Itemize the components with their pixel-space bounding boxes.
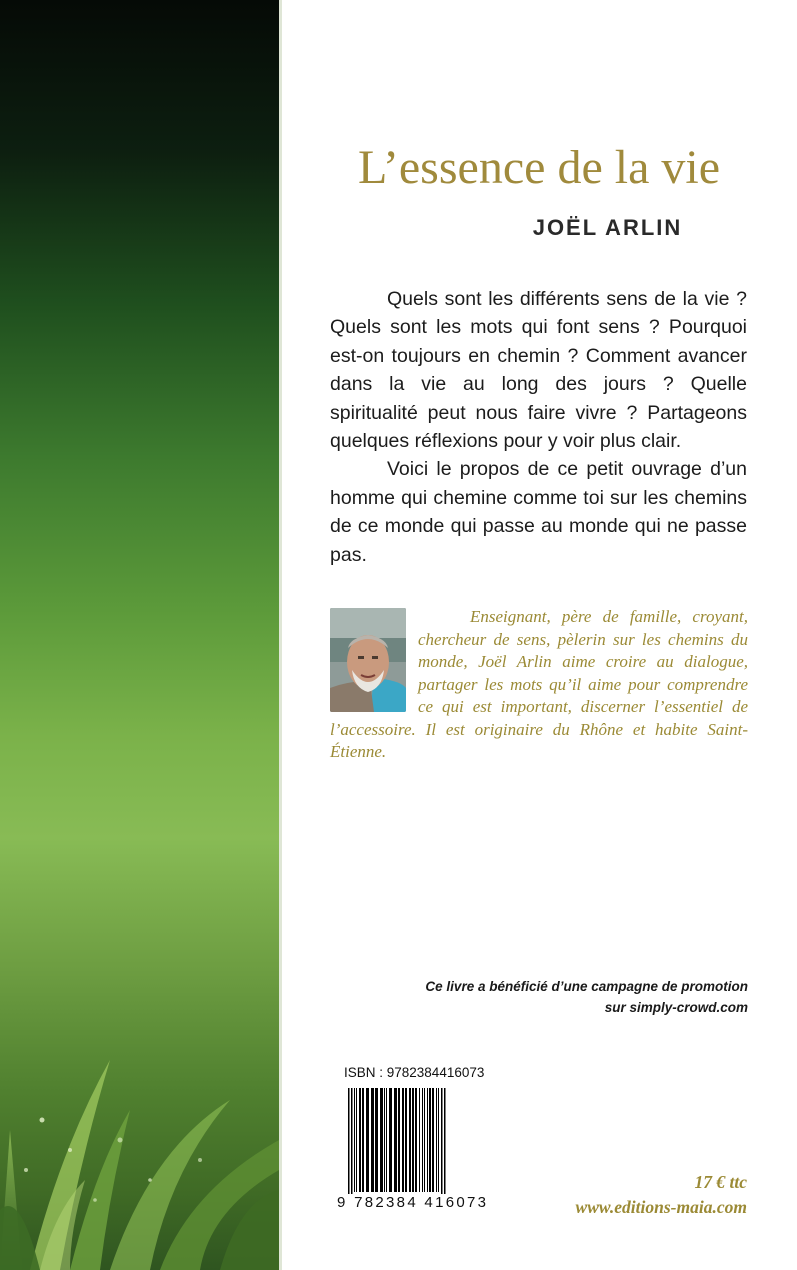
summary-paragraph-1: Quels sont les différents sens de la vie ? Quels sont les mots qui font sens ? Pourquoi est-on toujours en chemin ? Comment avancer dans la vie au long des jours ? Quelle spiritualité peut nous faire vivre ? Partageons quelques réflexions pour y voir plus clair. <box>330 288 747 453</box>
grass-illustration <box>0 910 279 1270</box>
barcode-bar <box>427 1088 428 1192</box>
barcode-bar <box>375 1088 378 1192</box>
barcode-bar <box>359 1088 361 1192</box>
barcode-bar <box>422 1088 423 1192</box>
barcode-bar <box>362 1088 364 1192</box>
spine-grass-image <box>0 0 279 1270</box>
barcode-bar <box>438 1088 439 1192</box>
author-photo <box>330 608 406 712</box>
barcode-bar <box>366 1088 369 1192</box>
barcode-bar <box>415 1088 417 1192</box>
barcode-guard-bar <box>351 1088 353 1200</box>
barcode-guard-bar <box>441 1088 443 1200</box>
book-price: 17 € ttc <box>694 1172 747 1192</box>
barcode-bar <box>354 1088 355 1192</box>
barcode-guard-bar <box>444 1088 446 1200</box>
barcode-bar <box>389 1088 392 1192</box>
barcode-guard-bar <box>348 1088 350 1200</box>
barcode-bar <box>371 1088 374 1192</box>
summary-paragraph-2: Voici le propos de ce petit ouvrage d’un homme qui chemine comme toi sur les chemins de ce monde qui passe au monde qui ne passe pas. <box>330 458 747 566</box>
barcode-bar <box>398 1088 400 1192</box>
barcode-bar <box>394 1088 397 1192</box>
book-author: JOËL ARLIN <box>532 215 683 240</box>
barcode-digits-text: 9 782384 416073 <box>337 1194 489 1211</box>
author-bio-section <box>330 606 748 764</box>
isbn-label: ISBN : 9782384416073 <box>344 1065 485 1080</box>
barcode-bar <box>436 1088 437 1192</box>
barcode-bar <box>386 1088 387 1192</box>
barcode-bar <box>424 1088 425 1192</box>
barcode-bar <box>356 1088 357 1192</box>
promotion-note <box>330 976 748 1018</box>
barcode-digits <box>336 1194 502 1211</box>
barcode-bar <box>405 1088 407 1192</box>
book-summary <box>330 285 747 569</box>
barcode-bar <box>409 1088 411 1192</box>
author-bio-text: Enseignant, père de famille, croyant, chercheur de sens, pèlerin sur les chemins du monde, Joël Arlin aime croire au dialogue, partager les mots qu’il aime pour comprendre ce qui est important, discerner l’essentiel de l’accessoire. Il est originaire du Rhône et habite Saint-Étienne. <box>330 607 748 761</box>
barcode-bar <box>419 1088 420 1192</box>
book-title: L’essence de la vie <box>357 141 721 194</box>
promotion-line-1: Ce livre a bénéficié d’une campagne de promotion <box>425 979 748 994</box>
barcode-bar <box>412 1088 414 1192</box>
publisher-website[interactable]: www.editions-maia.com <box>575 1197 747 1217</box>
spine-edge-divider <box>279 0 282 1270</box>
barcode-bar <box>380 1088 383 1192</box>
barcode-bar <box>384 1088 385 1192</box>
barcode-bar <box>432 1088 434 1192</box>
barcode-bar <box>429 1088 431 1192</box>
barcode-bar <box>402 1088 404 1192</box>
promotion-line-2: sur simply-crowd.com <box>604 1000 748 1015</box>
